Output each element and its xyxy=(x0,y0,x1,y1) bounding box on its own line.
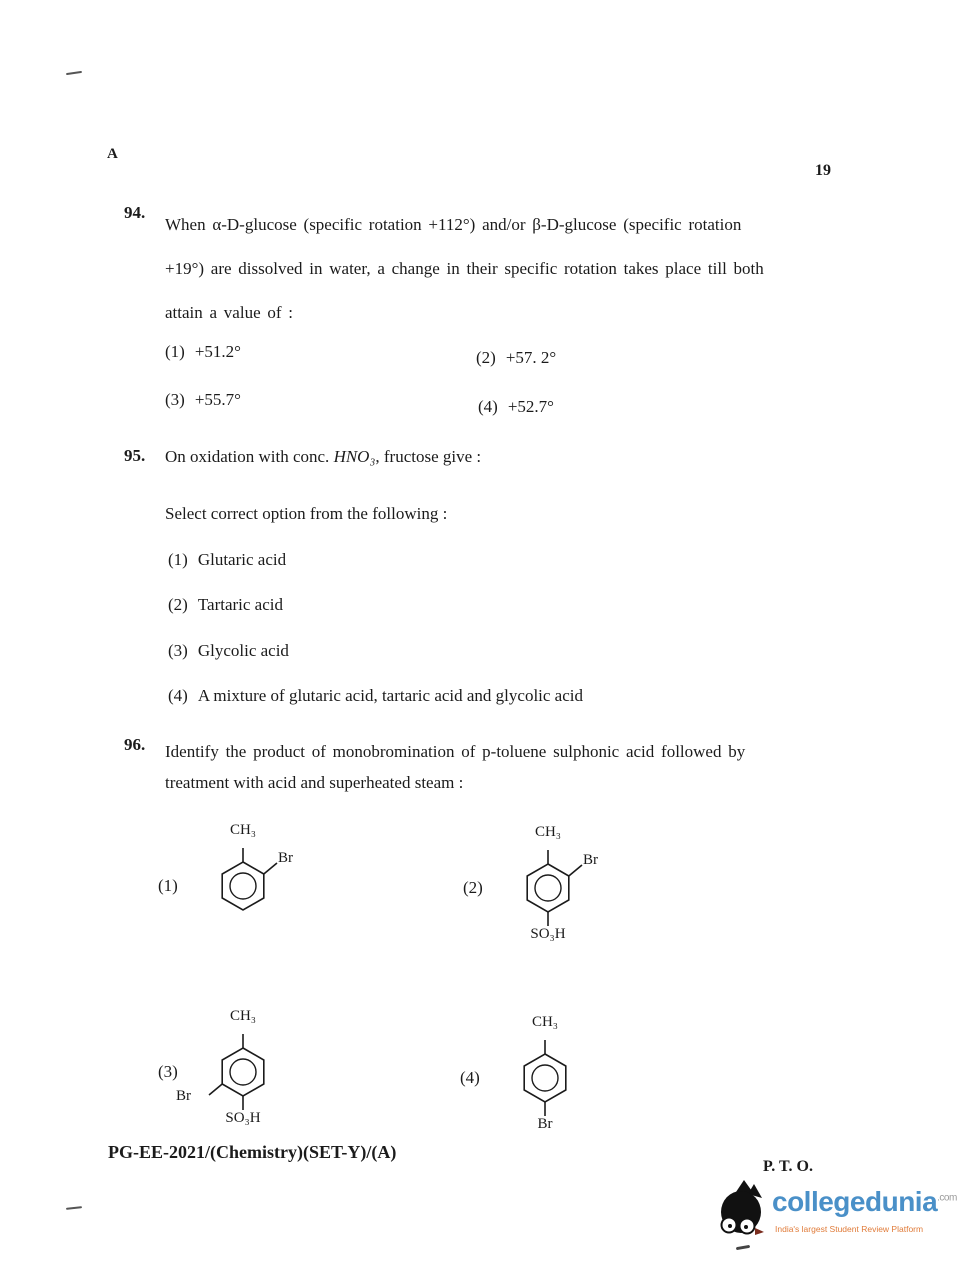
bird-beak xyxy=(755,1228,764,1235)
methyl-group-label: CH₃ xyxy=(229,822,257,838)
q94-option-2-label: (2) xyxy=(476,348,496,367)
collegedunia-logo xyxy=(712,1180,970,1252)
sulpho-group-label: SO₃H xyxy=(530,926,566,942)
methyl-group-label: CH₃ xyxy=(229,1008,257,1024)
q94-option-4-text: +52.7° xyxy=(507,397,554,416)
q96-text xyxy=(165,736,837,798)
q96-structure-3-label: (3) xyxy=(158,1062,178,1081)
q95-option-1-text: Glutaric acid xyxy=(197,550,287,569)
q95-text-before: On oxidation with conc. xyxy=(165,447,334,466)
aromatic-circle xyxy=(230,873,256,899)
q94-option-4-label: (4) xyxy=(478,397,498,416)
q94-option-4 xyxy=(478,397,554,417)
q96-line-2: treatment with acid and superheated steam : xyxy=(165,773,464,792)
methyl-group-label: CH₃ xyxy=(534,824,562,840)
q95-option-3 xyxy=(168,641,289,661)
brand-name xyxy=(772,1186,957,1218)
aromatic-circle xyxy=(535,875,561,901)
q94-line-3: attain a value of : xyxy=(165,303,294,322)
scan-artifact-bottom-left xyxy=(66,1206,82,1210)
brand-text: collegedunia xyxy=(772,1186,938,1217)
bromo-group-label: Br xyxy=(176,1088,191,1104)
left-eye xyxy=(728,1224,732,1228)
q96-structure-1-label: (1) xyxy=(158,876,178,895)
q94-option-1 xyxy=(165,342,241,362)
benzene-ring xyxy=(524,1054,566,1102)
sulpho-group-label: SO₃H xyxy=(225,1110,261,1126)
q94-number: 94. xyxy=(124,203,146,222)
q95-option-3-text: Glycolic acid xyxy=(197,641,289,660)
q94-option-3 xyxy=(165,390,241,410)
benzene-ring xyxy=(222,862,264,910)
q95-option-2 xyxy=(168,595,283,615)
q96-structure-1 xyxy=(158,806,318,971)
benzene-ring xyxy=(527,864,569,912)
q94-option-1-text: +51.2° xyxy=(194,342,241,361)
q95-formula: HNO₃ xyxy=(333,447,376,466)
brand-tagline: India's largest Student Review Platform xyxy=(775,1224,924,1234)
q95-subtext: Select correct option from the following : xyxy=(165,504,448,523)
q96-structure-2 xyxy=(463,808,623,973)
q96-structure-4-label: (4) xyxy=(460,1068,480,1087)
collegedunia-bird-icon xyxy=(714,1180,768,1242)
aromatic-circle xyxy=(532,1065,558,1091)
set-letter: A xyxy=(107,146,118,162)
brand-domain: .com xyxy=(937,1192,957,1204)
pto-label: P. T. O. xyxy=(763,1158,813,1175)
bond-bromo xyxy=(264,863,277,874)
q95-number: 95. xyxy=(124,446,146,465)
q95-option-3-label: (3) xyxy=(168,641,188,660)
q94-text xyxy=(165,203,837,335)
aromatic-circle xyxy=(230,1059,256,1085)
paper-code: PG-EE-2021/(Chemistry)(SET-Y)/(A) xyxy=(108,1142,397,1162)
right-eye xyxy=(744,1225,748,1229)
q94-option-3-text: +55.7° xyxy=(194,390,241,409)
q95-option-1 xyxy=(168,550,286,570)
q94-option-3-label: (3) xyxy=(165,390,185,409)
benzene-ring xyxy=(222,1048,264,1096)
q96-structure-2-label: (2) xyxy=(463,878,483,897)
page-number: 19 xyxy=(815,162,831,179)
q94-line-2: +19°) are dissolved in water, a change in their specific rotation takes place till both xyxy=(165,259,764,278)
bromo-group-label: Br xyxy=(278,850,293,866)
q96-structure-3 xyxy=(158,992,318,1157)
q96-structure-4 xyxy=(460,998,620,1163)
q94-option-1-label: (1) xyxy=(165,342,185,361)
q95-option-4 xyxy=(168,686,583,706)
q95-option-2-label: (2) xyxy=(168,595,188,614)
q95-text xyxy=(165,447,481,467)
bromo-group-label: Br xyxy=(537,1116,553,1132)
methyl-group-label: CH₃ xyxy=(531,1014,559,1030)
q94-option-2-text: +57. 2° xyxy=(505,348,557,367)
q95-text-after: , fructose give : xyxy=(375,447,482,466)
q95-option-1-label: (1) xyxy=(168,550,188,569)
q94-line-1: When α-D-glucose (specific rotation +112°) and/or β-D-glucose (specific rotation xyxy=(165,215,742,234)
q96-number: 96. xyxy=(124,735,146,754)
q94-option-2 xyxy=(476,348,556,368)
bromo-group-label: Br xyxy=(583,852,598,868)
q95-option-4-text: A mixture of glutaric acid, tartaric acid and glycolic acid xyxy=(197,686,584,705)
q96-line-1: Identify the product of monobromination of p-toluene sulphonic acid followed by xyxy=(165,742,746,761)
scan-artifact-top-left xyxy=(66,71,82,75)
bond-bromo xyxy=(569,865,582,876)
bond-bromo xyxy=(209,1084,222,1095)
q95-option-2-text: Tartaric acid xyxy=(197,595,283,614)
q95-option-4-label: (4) xyxy=(168,686,188,705)
